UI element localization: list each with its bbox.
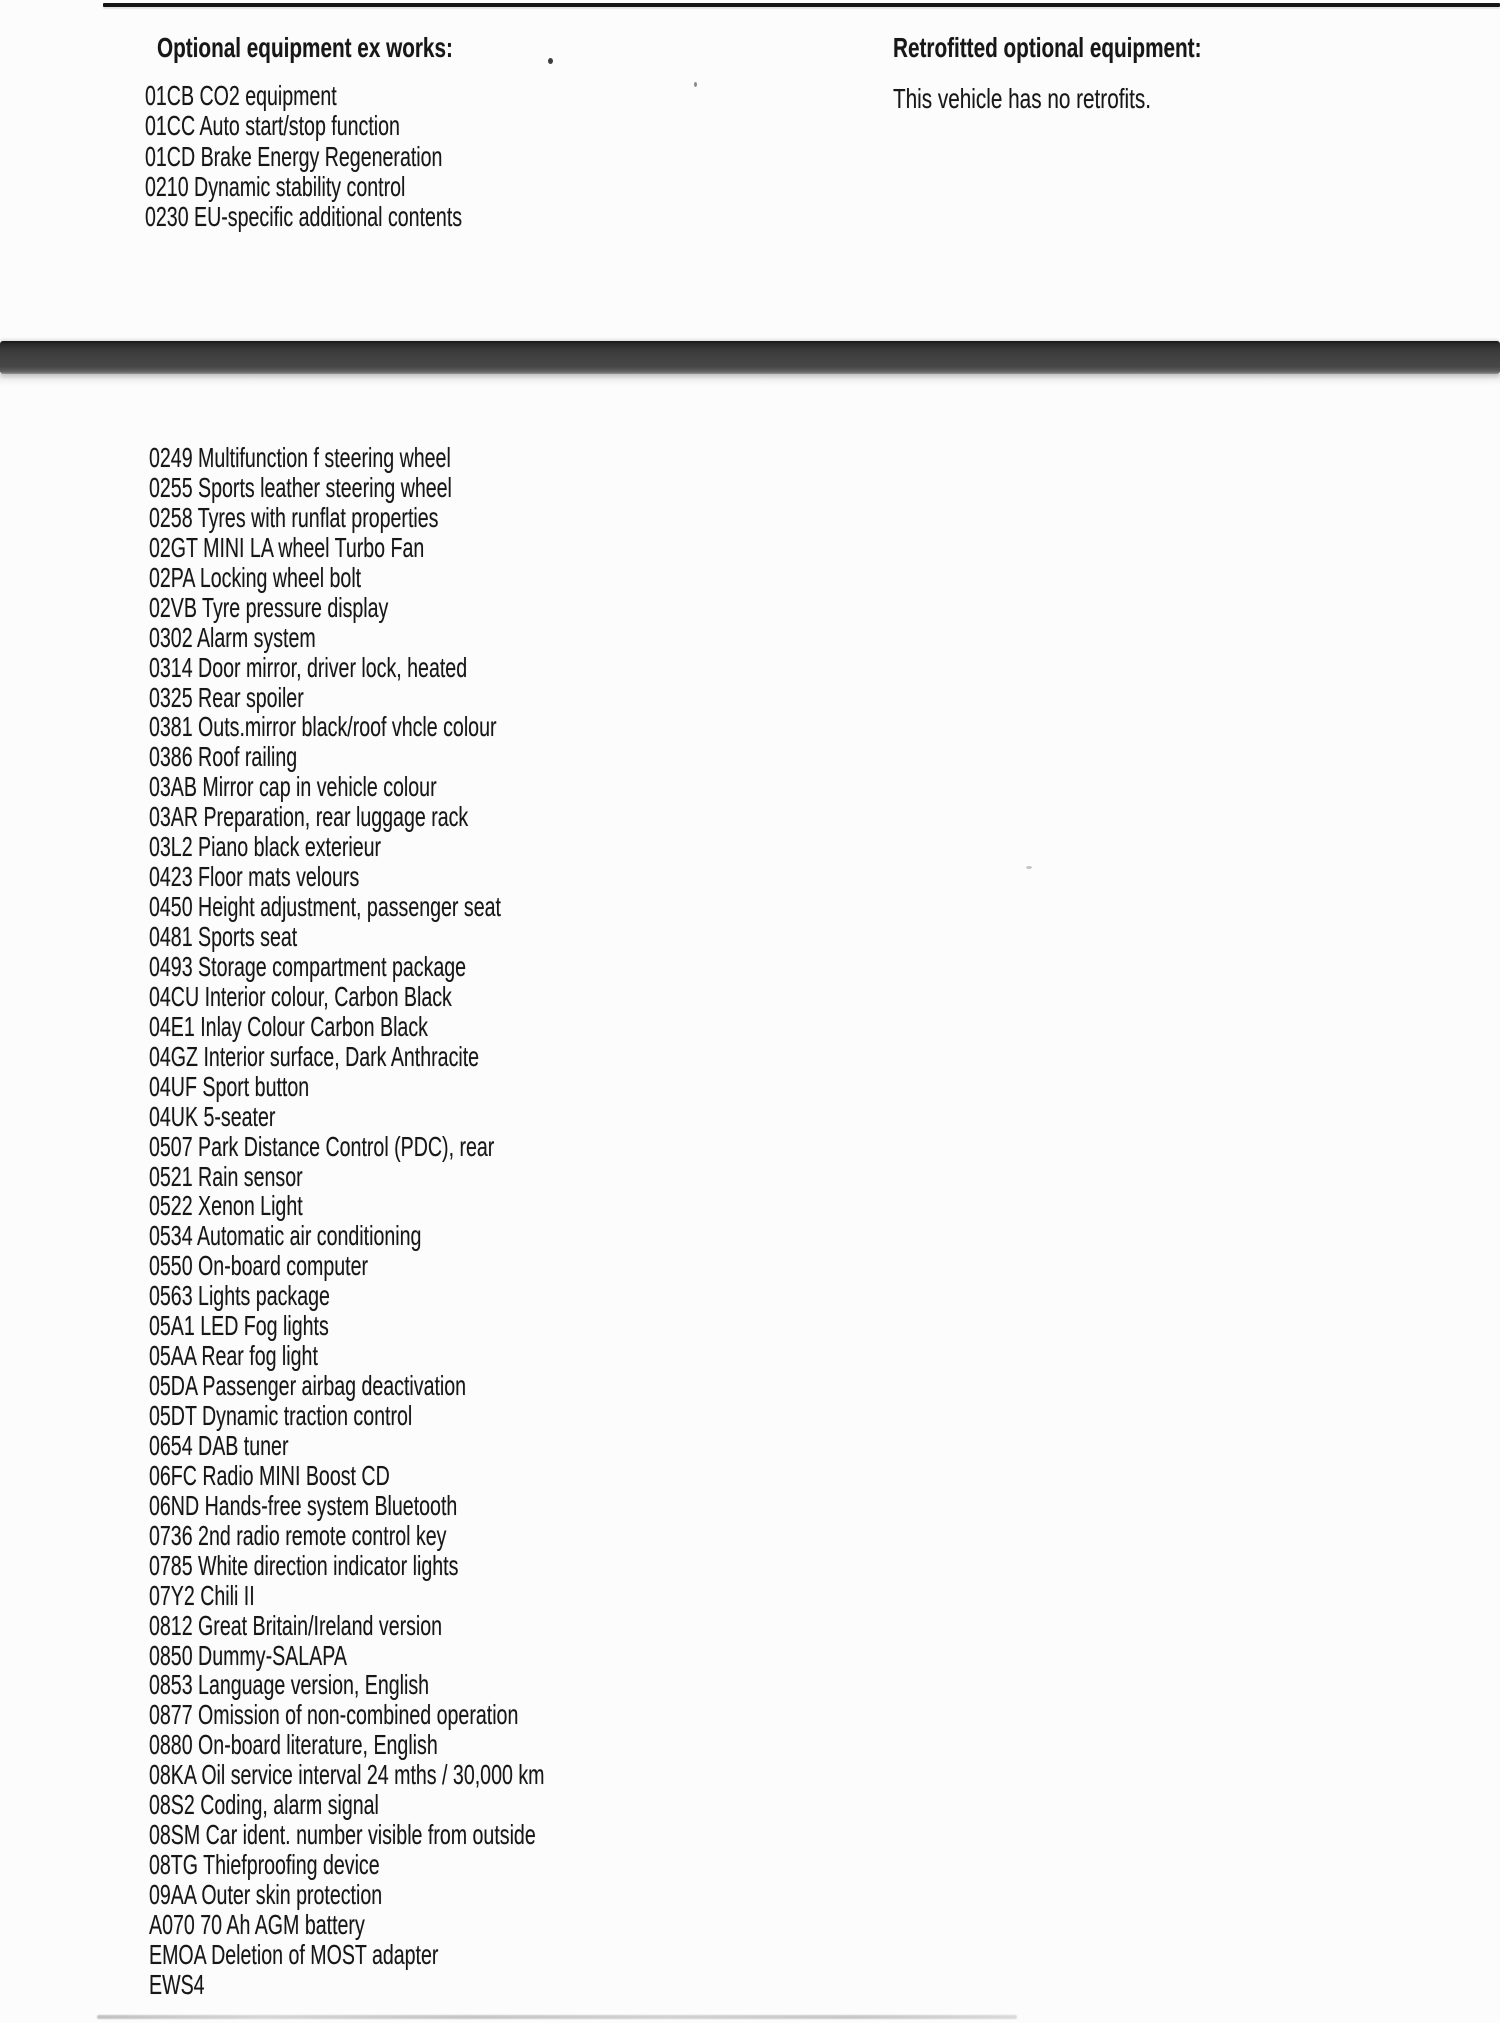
- equipment-item: [149, 1461, 544, 1491]
- equipment-desc: Rain sensor: [198, 1160, 303, 1192]
- equipment-desc: Tyres with runflat properties: [197, 501, 439, 533]
- equipment-code: 04UF: [149, 1070, 197, 1102]
- equipment-code: 0249: [149, 442, 193, 473]
- equipment-code: 0302: [149, 621, 193, 653]
- equipment-desc: White direction indicator lights: [198, 1549, 459, 1581]
- equipment-item: [149, 593, 544, 623]
- equipment-item: [149, 1581, 544, 1611]
- equipment-item: [149, 982, 544, 1012]
- equipment-item: [149, 1012, 544, 1042]
- retrofitted-equipment-header: Retrofitted optional equipment:: [893, 32, 1202, 63]
- equipment-item: [149, 1162, 544, 1192]
- equipment-code: 0812: [149, 1609, 193, 1641]
- equipment-desc: Car ident. number visible from outside: [205, 1819, 536, 1851]
- equipment-desc: Sports seat: [198, 921, 298, 952]
- equipment-code: 0314: [149, 651, 193, 683]
- equipment-code: 04GZ: [149, 1040, 199, 1072]
- equipment-item: [149, 1521, 544, 1551]
- equipment-desc: EU-specific additional contents: [194, 201, 463, 233]
- equipment-desc: Piano black exterieur: [198, 831, 382, 863]
- equipment-code: 0450: [149, 891, 193, 923]
- equipment-code: 08TG: [149, 1849, 199, 1881]
- equipment-desc: 2nd radio remote control key: [198, 1519, 447, 1551]
- equipment-item: [149, 1700, 544, 1730]
- equipment-desc: Automatic air conditioning: [196, 1220, 422, 1252]
- equipment-item: [145, 111, 462, 141]
- equipment-code: 08SM: [149, 1819, 201, 1851]
- equipment-item: [149, 1970, 544, 2000]
- equipment-code: 07Y2: [149, 1579, 195, 1611]
- equipment-code: 02PA: [149, 561, 195, 593]
- equipment-desc: Brake Energy Regeneration: [200, 140, 443, 172]
- equipment-item: [149, 1251, 544, 1281]
- equipment-code: 05DT: [149, 1400, 197, 1431]
- equipment-item: [149, 1880, 544, 1910]
- equipment-desc: Height adjustment, passenger seat: [198, 891, 501, 923]
- top-page-rule: [103, 3, 1500, 7]
- equipment-code: 0850: [149, 1639, 193, 1671]
- equipment-desc: Sport button: [202, 1070, 310, 1102]
- equipment-desc: Locking wheel bolt: [199, 561, 362, 593]
- equipment-code: 0880: [149, 1729, 193, 1761]
- equipment-desc: Dummy-SALAPA: [198, 1639, 347, 1671]
- equipment-code: 03AR: [149, 801, 199, 833]
- equipment-desc: Outer skin protection: [201, 1879, 383, 1910]
- equipment-item: [149, 952, 544, 982]
- equipment-desc: Sports leather steering wheel: [198, 471, 452, 503]
- equipment-item: [149, 1820, 544, 1850]
- equipment-desc: Great Britain/Ireland version: [198, 1609, 443, 1641]
- equipment-code: 04CU: [149, 980, 200, 1012]
- equipment-item: [149, 1670, 544, 1700]
- equipment-code: A070: [149, 1908, 195, 1940]
- section-divider-bar: [0, 341, 1500, 374]
- equipment-desc: Inlay Colour Carbon Black: [200, 1010, 428, 1042]
- equipment-desc: 5-seater: [203, 1100, 276, 1132]
- equipment-desc: LED Fog lights: [200, 1310, 329, 1342]
- equipment-item: [149, 443, 544, 473]
- equipment-desc: 70 Ah AGM battery: [200, 1908, 365, 1940]
- equipment-item: [145, 142, 462, 172]
- equipment-item: [149, 533, 544, 563]
- equipment-item: [149, 712, 544, 742]
- equipment-code: 0230: [145, 201, 189, 233]
- equipment-code: 0481: [149, 921, 193, 952]
- equipment-desc: Radio MINI Boost CD: [202, 1459, 390, 1491]
- equipment-item: [149, 772, 544, 802]
- equipment-desc: Hands-free system Bluetooth: [204, 1489, 458, 1521]
- equipment-code: 0785: [149, 1549, 193, 1581]
- equipment-desc: Storage compartment package: [198, 950, 467, 982]
- scan-speck: [694, 82, 697, 87]
- equipment-item: [149, 473, 544, 503]
- equipment-code: EWS4: [149, 1968, 205, 2000]
- equipment-item: [149, 1311, 544, 1341]
- equipment-item: [149, 1491, 544, 1521]
- equipment-code: 0210: [145, 170, 189, 202]
- equipment-desc: DAB tuner: [198, 1429, 289, 1461]
- equipment-code: 01CC: [145, 110, 196, 142]
- equipment-item: [149, 1341, 544, 1371]
- equipment-item: [149, 1940, 544, 1970]
- equipment-code: 01CD: [145, 140, 196, 172]
- equipment-item: [149, 1191, 544, 1221]
- equipment-desc: Multifunction f steering wheel: [198, 442, 451, 473]
- equipment-code: 0522: [149, 1190, 193, 1222]
- equipment-item: [149, 563, 544, 593]
- equipment-item: [149, 1401, 544, 1431]
- equipment-code: 0521: [149, 1160, 193, 1192]
- equipment-code: 03L2: [149, 831, 193, 863]
- equipment-item: [149, 1221, 544, 1251]
- equipment-code: 0258: [149, 501, 193, 533]
- equipment-item: [149, 503, 544, 533]
- equipment-item: [149, 922, 544, 952]
- equipment-item: [149, 1371, 544, 1401]
- equipment-desc: Preparation, rear luggage rack: [203, 801, 469, 833]
- equipment-desc: Dynamic traction control: [202, 1400, 413, 1431]
- equipment-item: [149, 1850, 544, 1880]
- equipment-item: [145, 202, 462, 232]
- equipment-item: [145, 81, 462, 111]
- equipment-item: [149, 802, 544, 832]
- equipment-code: 0493: [149, 950, 193, 982]
- equipment-desc: Door mirror, driver lock, heated: [198, 651, 468, 683]
- equipment-desc: Omission of non-combined operation: [198, 1699, 519, 1731]
- equipment-code: 05DA: [149, 1370, 197, 1402]
- equipment-item: [149, 1431, 544, 1461]
- equipment-desc: Oil service interval 24 mths / 30,000 km: [201, 1759, 545, 1791]
- equipment-desc: Interior colour, Carbon Black: [204, 980, 452, 1012]
- equipment-desc: Rear fog light: [201, 1340, 318, 1372]
- equipment-item: [149, 862, 544, 892]
- equipment-desc: Thiefproofing device: [203, 1849, 380, 1881]
- equipment-code: 05AA: [149, 1340, 196, 1372]
- equipment-desc: Interior surface, Dark Anthracite: [203, 1040, 480, 1072]
- equipment-code: 0563: [149, 1280, 193, 1312]
- equipment-code: 08S2: [149, 1789, 195, 1821]
- equipment-desc: Tyre pressure display: [202, 591, 389, 623]
- main-equipment-list: [149, 443, 714, 2000]
- equipment-item: [149, 1730, 544, 1760]
- equipment-item: [149, 832, 544, 862]
- equipment-code: 0534: [149, 1220, 193, 1252]
- equipment-item: [149, 1102, 544, 1132]
- equipment-item: [149, 1072, 544, 1102]
- equipment-code: 04UK: [149, 1100, 199, 1132]
- equipment-item: [149, 653, 544, 683]
- equipment-code: 03AB: [149, 771, 197, 803]
- equipment-desc: Roof railing: [198, 741, 298, 773]
- equipment-desc: Alarm system: [196, 621, 316, 653]
- equipment-code: 09AA: [149, 1879, 196, 1910]
- equipment-desc: Coding, alarm signal: [200, 1789, 379, 1821]
- equipment-desc: Language version, English: [198, 1669, 430, 1701]
- equipment-code: 06FC: [149, 1459, 197, 1491]
- equipment-item: [149, 623, 544, 653]
- equipment-desc: On-board literature, English: [198, 1729, 438, 1761]
- equipment-code: 0255: [149, 471, 193, 503]
- equipment-desc: Dynamic stability control: [194, 170, 406, 202]
- equipment-code: 0381: [149, 711, 193, 743]
- equipment-code: 0423: [149, 861, 193, 893]
- equipment-item: [149, 1281, 544, 1311]
- equipment-code: EMOA: [149, 1938, 206, 1970]
- equipment-code: 01CB: [145, 80, 195, 111]
- bottom-page-rule: [97, 2015, 1017, 2019]
- optional-equipment-header: Optional equipment ex works:: [157, 32, 453, 63]
- equipment-desc: On-board computer: [198, 1250, 369, 1282]
- equipment-desc: Outs.mirror black/roof vhcle colour: [198, 711, 497, 743]
- equipment-desc: Mirror cap in vehicle colour: [202, 771, 437, 803]
- equipment-desc: Passenger airbag deactivation: [202, 1370, 467, 1402]
- equipment-desc: Deletion of MOST adapter: [211, 1938, 439, 1970]
- equipment-code: 05A1: [149, 1310, 195, 1342]
- equipment-desc: Floor mats velours: [198, 861, 360, 893]
- equipment-desc: CO2 equipment: [199, 80, 337, 111]
- equipment-code: 0325: [149, 681, 193, 713]
- optional-equipment-list: [145, 81, 598, 232]
- equipment-item: [149, 1760, 544, 1790]
- equipment-code: 0550: [149, 1250, 193, 1282]
- scan-speck: [548, 58, 553, 64]
- no-retrofits-note: This vehicle has no retrofits.: [893, 83, 1151, 114]
- equipment-code: 0853: [149, 1669, 193, 1701]
- equipment-code: 04E1: [149, 1010, 195, 1042]
- equipment-item: [149, 1641, 544, 1671]
- equipment-desc: Auto start/stop function: [199, 110, 400, 142]
- equipment-code: 0507: [149, 1130, 193, 1162]
- equipment-desc: Park Distance Control (PDC), rear: [198, 1130, 495, 1162]
- equipment-code: 08KA: [149, 1759, 196, 1791]
- equipment-desc: Xenon Light: [198, 1190, 303, 1222]
- equipment-code: 02GT: [149, 531, 198, 563]
- equipment-item: [145, 172, 462, 202]
- equipment-item: [149, 1042, 544, 1072]
- equipment-item: [149, 1551, 544, 1581]
- equipment-code: 0654: [149, 1429, 193, 1461]
- equipment-item: [149, 1132, 544, 1162]
- scan-speck: [1026, 866, 1032, 869]
- equipment-code: 0877: [149, 1699, 193, 1731]
- equipment-item: [149, 742, 544, 772]
- equipment-desc: Rear spoiler: [198, 681, 304, 713]
- equipment-item: [149, 683, 544, 713]
- equipment-item: [149, 1910, 544, 1940]
- equipment-code: 0386: [149, 741, 193, 773]
- equipment-item: [149, 1790, 544, 1820]
- equipment-item: [149, 1611, 544, 1641]
- equipment-desc: Lights package: [198, 1280, 330, 1312]
- equipment-code: 0736: [149, 1519, 193, 1551]
- equipment-desc: Chili II: [200, 1579, 255, 1611]
- equipment-code: 06ND: [149, 1489, 200, 1521]
- equipment-item: [149, 892, 544, 922]
- equipment-desc: MINI LA wheel Turbo Fan: [203, 531, 425, 563]
- equipment-code: 02VB: [149, 591, 197, 623]
